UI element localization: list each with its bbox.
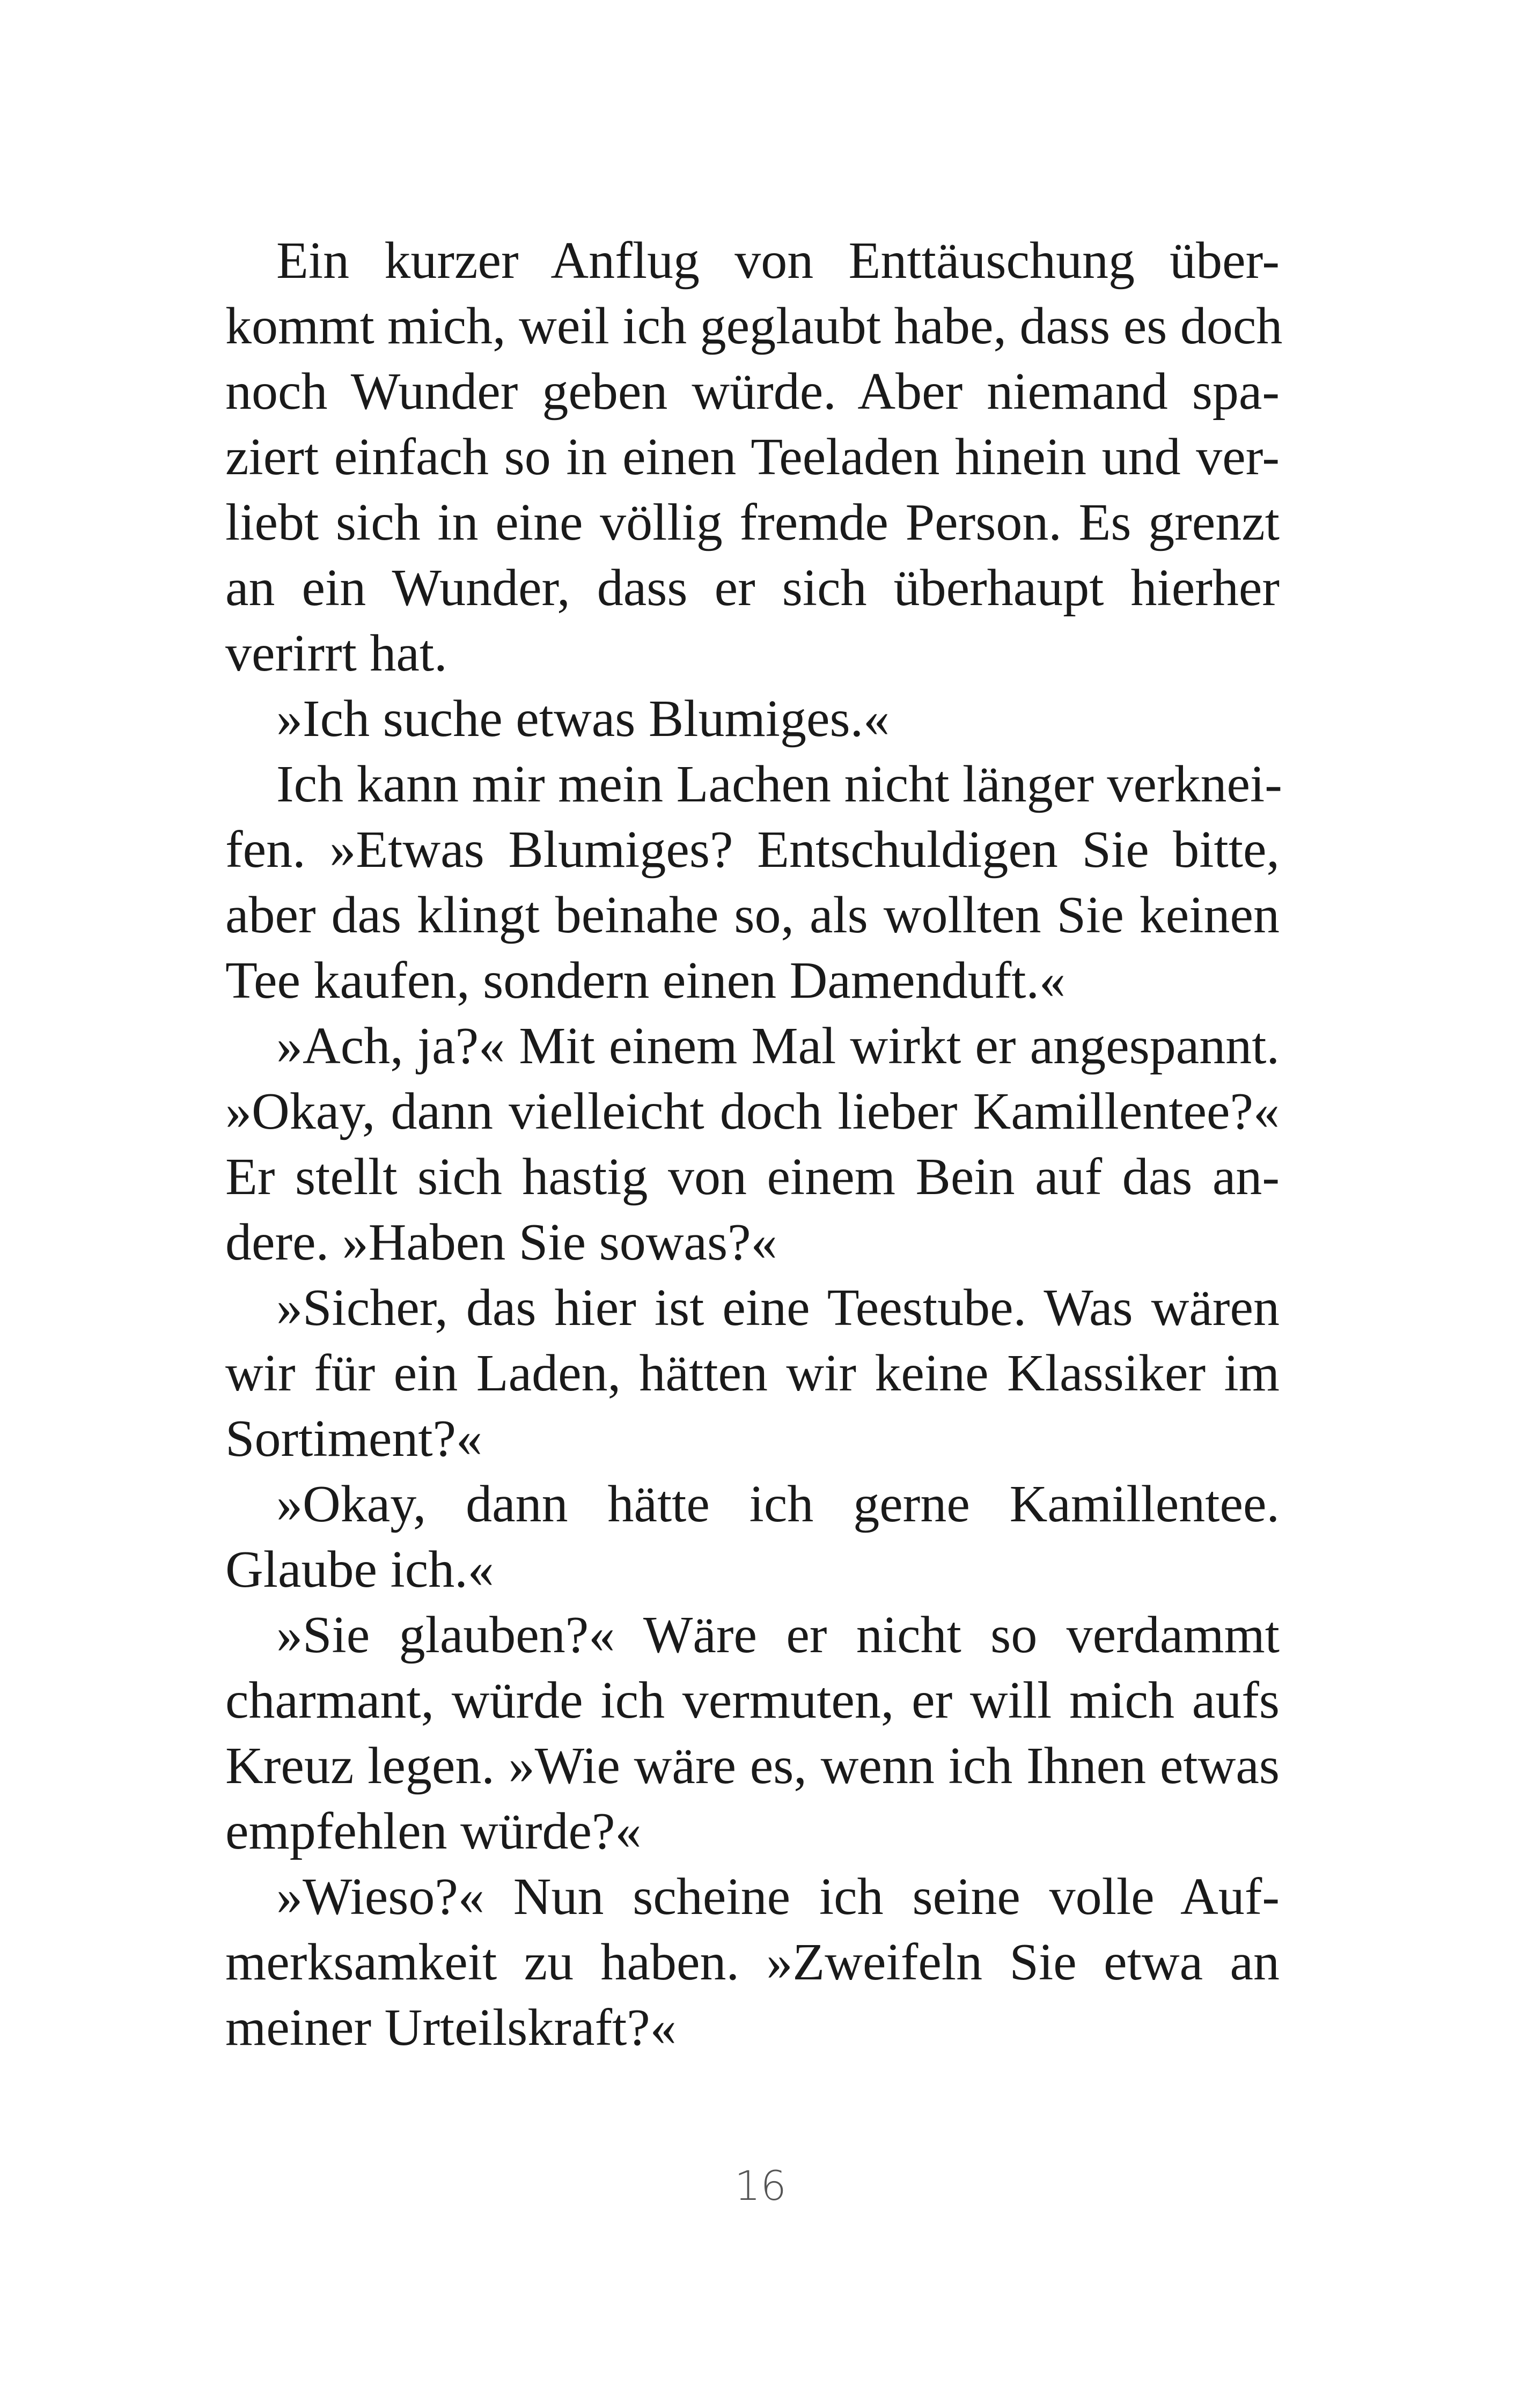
- text-line: »Okay, dann hätte ich gerne Kamillentee.: [276, 1475, 1280, 1533]
- text-line: »Sicher, das hier ist eine Teestube. Was wären: [276, 1279, 1280, 1337]
- page-number: 16: [734, 2162, 787, 2210]
- text-line: meiner Urteilskraft?«: [225, 1999, 677, 2057]
- text-line: liebt sich in eine völlig fremde Person. Es grenzt: [225, 494, 1280, 551]
- text-line: Sortiment?«: [225, 1410, 483, 1468]
- text-line: aber das klingt beinahe so, als wollten Sie keinen: [225, 886, 1280, 944]
- text-line: charmant, würde ich vermuten, er will mich aufs: [225, 1671, 1280, 1729]
- text-line: Ich kann mir mein Lachen nicht länger verknei-: [276, 755, 1282, 813]
- text-line: noch Wunder geben würde. Aber niemand spa-: [225, 363, 1280, 421]
- text-line: dere. »Haben Sie sowas?«: [225, 1213, 777, 1271]
- text-line: »Sie glauben?« Wäre er nicht so verdammt: [276, 1606, 1280, 1664]
- text-line: »Ach, ja?« Mit einem Mal wirkt er angespannt.: [276, 1017, 1280, 1075]
- text-line: »Wieso?« Nun scheine ich seine volle Auf-: [276, 1868, 1280, 1926]
- text-line: fen. »Etwas Blumiges? Entschuldigen Sie bitte,: [225, 821, 1280, 879]
- text-line: »Okay, dann vielleicht doch lieber Kamillentee?«: [225, 1083, 1280, 1140]
- text-line: verirrt hat.: [225, 624, 447, 682]
- text-line: kommt mich, weil ich geglaubt habe, dass es doch: [225, 297, 1283, 355]
- text-line: Kreuz legen. »Wie wäre es, wenn ich Ihnen etwas: [225, 1737, 1280, 1795]
- text-line: merksamkeit zu haben. »Zweifeln Sie etwa an: [225, 1933, 1280, 1991]
- text-line: Er stellt sich hastig von einem Bein auf das an-: [225, 1148, 1280, 1206]
- text-line: Ein kurzer Anflug von Enttäuschung über-: [276, 232, 1280, 290]
- body-text: [225, 228, 1283, 2060]
- text-line: wir für ein Laden, hätten wir keine Klassiker im: [225, 1344, 1280, 1402]
- text-line: Tee kaufen, sondern einen Damenduft.«: [225, 952, 1066, 1010]
- text-line: »Ich suche etwas Blumiges.«: [276, 690, 890, 748]
- text-line: an ein Wunder, dass er sich überhaupt hierher: [225, 559, 1280, 617]
- text-line: empfehlen würde?«: [225, 1802, 642, 1860]
- text-line: Glaube ich.«: [225, 1541, 494, 1599]
- text-line: ziert einfach so in einen Teeladen hinein und ver-: [225, 428, 1280, 486]
